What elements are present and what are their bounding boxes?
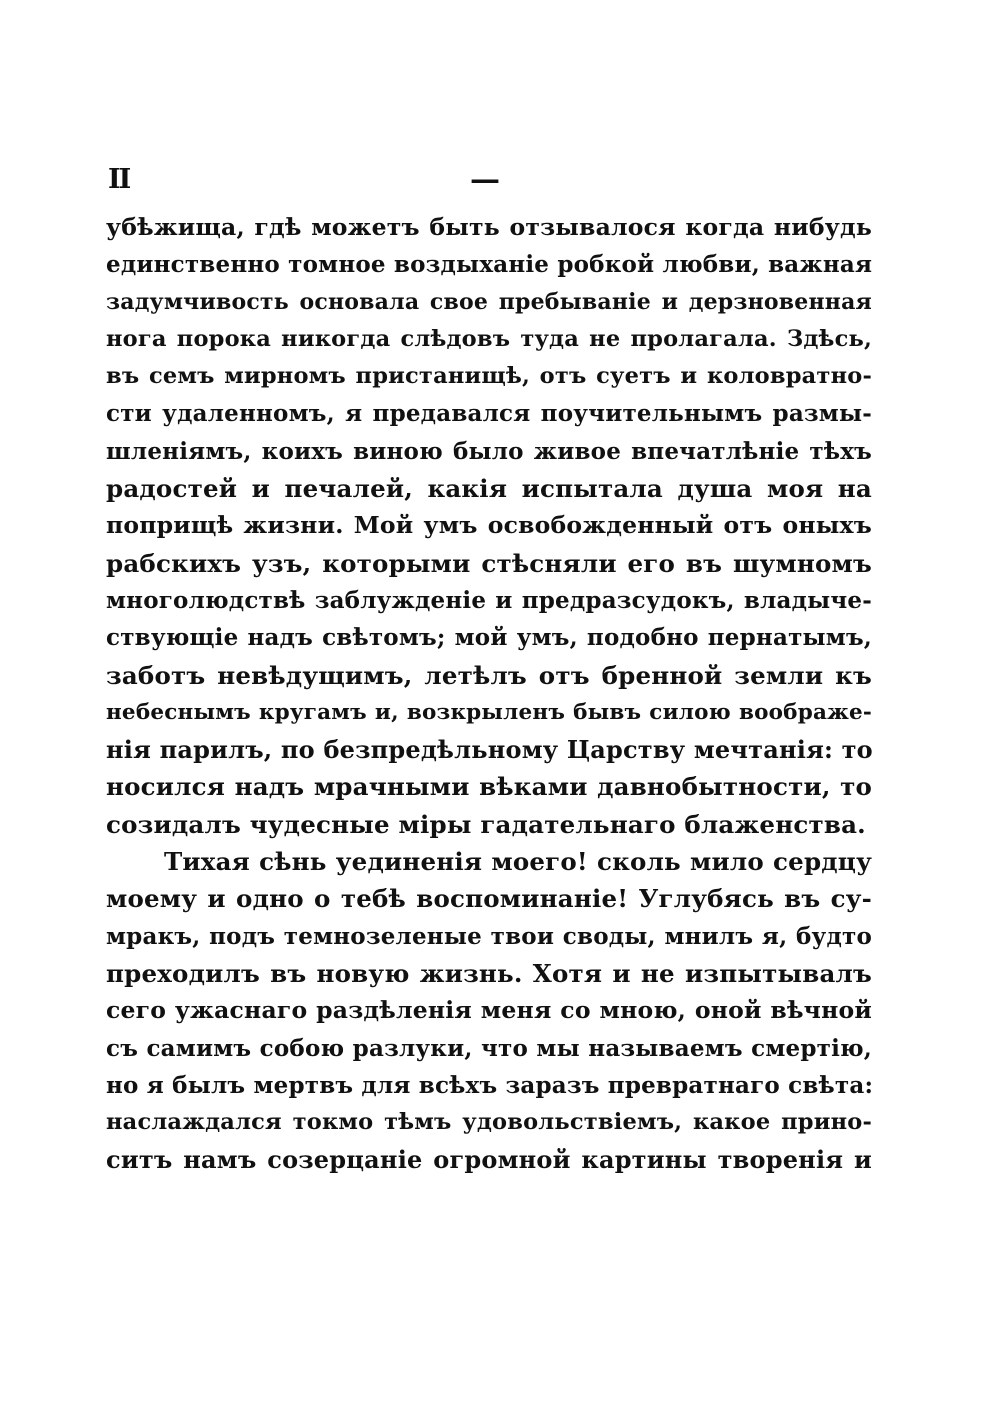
text-line: созидалъ чудесные міры гадательнаго блаженства. [106, 809, 866, 839]
text-line: преходилъ въ новую жизнь. Хотя и не изпытывалъ [106, 958, 872, 988]
text-line: убѣжища, гдѣ можетъ быть отзывалося когда нибудь [106, 213, 872, 241]
header-dash: — [470, 162, 500, 197]
text-line: ситъ намъ созерцаніе огромной картины творенія и [106, 1145, 872, 1175]
paragraph-2 [106, 843, 872, 1179]
text-line: заботъ невѣдущимъ, летѣлъ отъ бренной земли къ [106, 660, 872, 690]
text-line: небеснымъ кругамъ и, возкрыленъ бывъ силою воображе- [106, 699, 872, 725]
text-line: наслаждался токмо тѣмъ удовольствіемъ, какое прино- [106, 1109, 872, 1136]
text-line: шленіямъ, коихъ виною было живое впечатлѣніе тѣхъ [106, 437, 872, 465]
text-line: радостей и печалей, какія испытала душа моя на [106, 474, 872, 504]
text-line: ствующіе надъ свѣтомъ; мой умъ, подобно пернатымъ, [106, 624, 872, 652]
text-line: мракъ, подъ темнозеленые твои своды, мнилъ я, будто [106, 922, 872, 950]
text-line: Тихая сѣнь уединенія моего! сколь мило сердцу [164, 847, 872, 877]
body-text [106, 209, 872, 1179]
text-line: нія парилъ, по безпредѣльному Царству мечтанія: то [106, 735, 873, 765]
text-line: поприщѣ жизни. Мой умъ освобожденный отъ оныхъ [106, 511, 872, 540]
text-line: нога порока никогда слѣдовъ туда не пролагала. Здѣсь, [106, 325, 872, 352]
page-header [108, 162, 868, 197]
text-line: рабскихъ узъ, которыми стѣсняли его въ шумномъ [106, 548, 872, 578]
text-line: въ семъ мирномъ пристанищѣ, отъ суетъ и коловратно- [106, 363, 872, 390]
text-line: многолюдствѣ заблужденіе и предразсудокъ, владыче- [106, 586, 872, 614]
text-line: носился надъ мрачными вѣками давнобытности, то [106, 772, 872, 802]
text-line: съ самимъ собою разлуки, что мы называемъ смертію, [106, 1034, 872, 1062]
text-line: сти удаленномъ, я предавался поучительнымъ размы- [106, 400, 872, 428]
text-line: моему и одно о тебѣ воспоминаніе! Углубясь въ су- [106, 884, 872, 914]
page-number: II [108, 164, 130, 195]
text-line: но я былъ мертвъ для всѣхъ заразъ превратнаго свѣта: [106, 1071, 874, 1099]
text-line: сего ужаснаго раздѣленія меня со мною, оной вѣчной [106, 996, 872, 1025]
paragraph-1 [106, 209, 872, 843]
text-line: единственно томное воздыханіе робкой любви, важная [106, 251, 873, 279]
text-line: задумчивость основала свое пребываніе и дерзновенная [106, 288, 872, 315]
